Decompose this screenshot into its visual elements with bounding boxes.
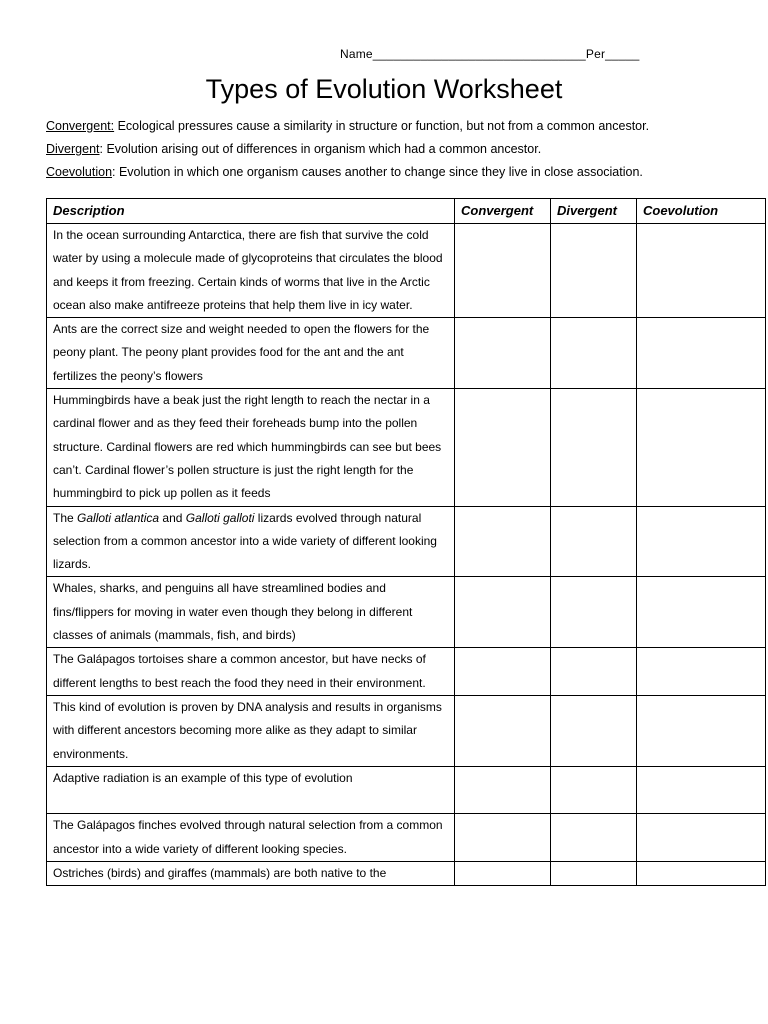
description-text: Whales, sharks, and penguins all have streamlined bodies and fins/flippers for moving in water even though they belong in different classes of animals (mammals, fish, and birds) — [53, 581, 413, 643]
answer-cell-convergent[interactable] — [455, 766, 551, 814]
description-text: The Galápagos finches evolved through natural selection from a common ancestor into a wide variety of different looking species. — [53, 818, 443, 856]
answer-cell-convergent[interactable] — [455, 389, 551, 506]
answer-cell-coevolution[interactable] — [637, 389, 766, 506]
table-row — [47, 695, 766, 766]
answer-cell-coevolution[interactable] — [637, 766, 766, 814]
page-title: Types of Evolution Worksheet — [205, 74, 563, 104]
table-body — [47, 224, 766, 886]
answer-cell-coevolution[interactable] — [637, 814, 766, 862]
description-text: The Galápagos tortoises share a common ancestor, but have necks of different lengths to best reach the food they need in their environment. — [53, 652, 426, 690]
answer-cell-divergent[interactable] — [551, 862, 637, 886]
table-row — [47, 862, 766, 886]
description-text: Ants are the correct size and weight needed to open the flowers for the peony plant. The peony plant provides food for the ant and the ant fertilizes the peony’s flowers — [53, 322, 430, 383]
row-description — [47, 224, 455, 318]
table-header-row — [47, 199, 766, 224]
definition-text: Ecological pressures cause a similarity in structure or function, but not from a common ancestor. — [114, 119, 650, 133]
table-row — [47, 577, 766, 648]
table-row — [47, 766, 766, 814]
header-coevolution: Coevolution — [637, 199, 766, 224]
definition-divergent — [46, 141, 736, 164]
definition-convergent — [46, 118, 736, 141]
definition-coevolution — [46, 164, 736, 187]
table-row — [47, 648, 766, 696]
answer-cell-coevolution[interactable] — [637, 506, 766, 577]
answer-cell-coevolution[interactable] — [637, 862, 766, 886]
header-divergent: Divergent — [551, 199, 637, 224]
definition-text: : Evolution arising out of differences in organism which had a common ancestor. — [99, 142, 542, 156]
table-row — [47, 389, 766, 506]
description-text: This kind of evolution is proven by DNA analysis and results in organisms with different ancestors becoming more alike as they adapt to similar environments. — [53, 699, 442, 761]
definition-term: Coevolution — [46, 165, 113, 179]
answer-cell-divergent[interactable] — [551, 766, 637, 814]
row-description — [47, 814, 455, 862]
answer-cell-coevolution[interactable] — [637, 577, 766, 648]
species-name: Galloti galloti — [185, 510, 255, 525]
table-row — [47, 814, 766, 862]
answer-cell-coevolution[interactable] — [637, 224, 766, 318]
answer-cell-divergent[interactable] — [551, 695, 637, 766]
answer-cell-convergent[interactable] — [455, 506, 551, 577]
answer-cell-divergent[interactable] — [551, 577, 637, 648]
table-row — [47, 318, 766, 389]
answer-cell-convergent[interactable] — [455, 318, 551, 389]
description-text: In the ocean surrounding Antarctica, there are fish that survive the cold water by using a molecule made of glycoproteins that circulates the blood and keeps it from freezing. Certain kinds of worms that live in the Arctic ocean also make antifreeze proteins that help them live in icy water. — [53, 228, 443, 312]
description-text: Hummingbirds have a beak just the right length to reach the nectar in a cardinal flower and as they feed their foreheads bump into the pollen structure. Cardinal flowers are red which hummingbirds can see but bees can’t. Cardinal flower’s pollen structure is just the right length for the hummingbird to pick up pollen as it feeds — [53, 393, 442, 501]
row-description — [47, 506, 455, 577]
definitions-list — [46, 118, 736, 187]
evolution-table — [46, 198, 766, 886]
answer-cell-coevolution[interactable] — [637, 695, 766, 766]
answer-cell-convergent[interactable] — [455, 695, 551, 766]
answer-cell-convergent[interactable] — [455, 648, 551, 696]
answer-cell-convergent[interactable] — [455, 862, 551, 886]
description-text: The — [53, 510, 78, 525]
description-text: Adaptive radiation is an example of this type of evolution — [53, 770, 353, 785]
answer-cell-coevolution[interactable] — [637, 318, 766, 389]
answer-cell-convergent[interactable] — [455, 224, 551, 318]
answer-cell-divergent[interactable] — [551, 389, 637, 506]
description-text: and — [159, 510, 186, 525]
answer-cell-convergent[interactable] — [455, 814, 551, 862]
description-text: Ostriches (birds) and giraffes (mammals) are both native to the — [53, 866, 387, 881]
description-text: lizards evolved through natural selection from a common ancestor into a wide variety of different looking lizards. — [53, 510, 437, 572]
answer-cell-coevolution[interactable] — [637, 648, 766, 696]
row-description — [47, 648, 455, 696]
row-description — [47, 577, 455, 648]
table-row — [47, 224, 766, 318]
row-description — [47, 318, 455, 389]
row-description — [47, 695, 455, 766]
row-description — [47, 766, 455, 814]
definition-term: Divergent — [46, 142, 100, 156]
species-name: Galloti atlantica — [77, 510, 160, 525]
name-period-line: Name_______________________________Per_____ — [340, 47, 640, 61]
answer-cell-divergent[interactable] — [551, 506, 637, 577]
answer-cell-divergent[interactable] — [551, 648, 637, 696]
row-description — [47, 862, 455, 886]
table-row — [47, 506, 766, 577]
definition-text: : Evolution in which one organism causes another to change since they live in close association. — [112, 165, 643, 179]
answer-cell-divergent[interactable] — [551, 224, 637, 318]
answer-cell-convergent[interactable] — [455, 577, 551, 648]
definition-term: Convergent: — [46, 119, 115, 133]
row-description — [47, 389, 455, 506]
answer-cell-divergent[interactable] — [551, 814, 637, 862]
header-description: Description — [47, 199, 455, 224]
header-convergent: Convergent — [455, 199, 551, 224]
answer-cell-divergent[interactable] — [551, 318, 637, 389]
